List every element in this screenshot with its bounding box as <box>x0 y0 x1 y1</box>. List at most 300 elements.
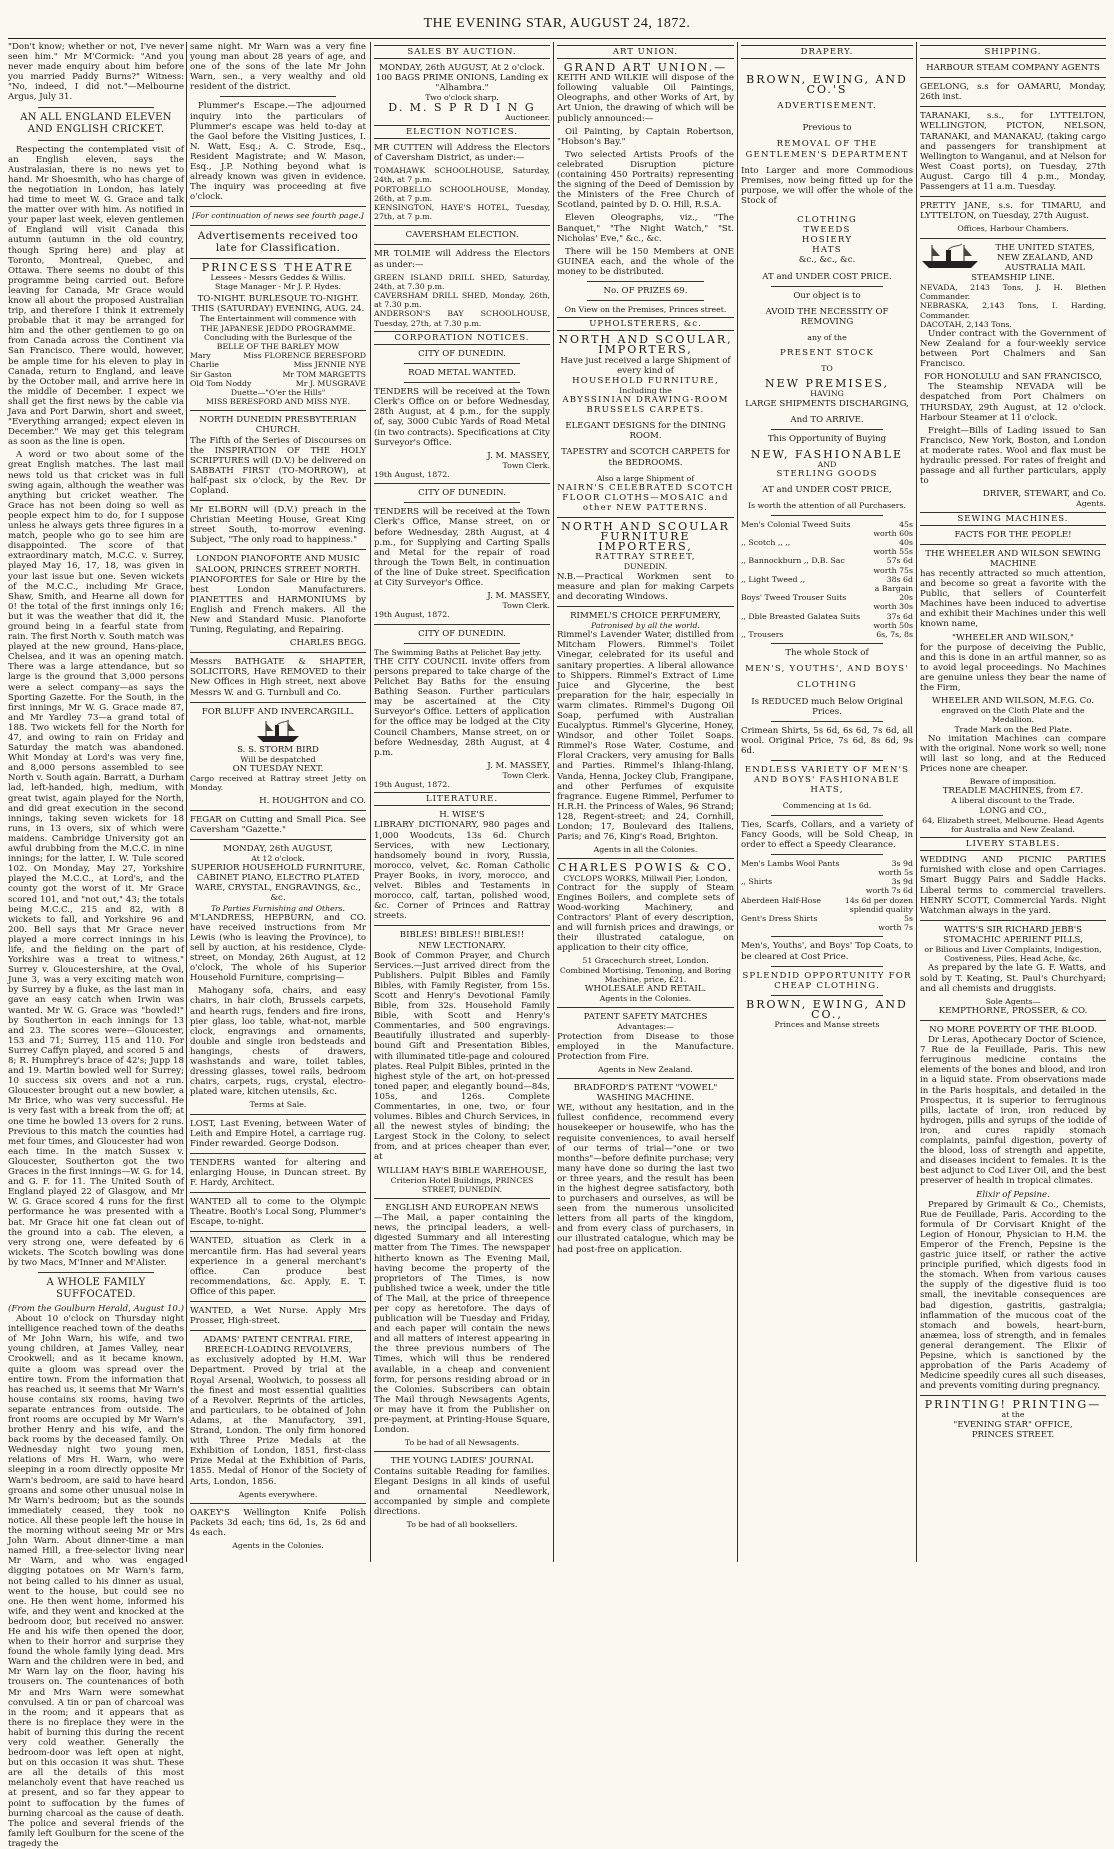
family-source: (From the Goulburn Herald, August 10.) <box>8 1303 184 1314</box>
city-heading: CITY OF DUNEDIN. <box>418 628 506 639</box>
cast-row: Charlie Miss JENNIE NYE <box>190 360 366 370</box>
new-premises-line: NEW PREMISES, <box>765 377 889 391</box>
town-clerk-title: Town Clerk. <box>502 460 550 470</box>
divider <box>190 1330 366 1331</box>
endless-line: ENDLESS VARIETY OF MEN'S AND BOYS' FASHIONABLE HATS, <box>744 765 910 796</box>
wheeler-notice: has recently attracted so much attention, and become so great a favorite with the Public, that sellers of Counterfeit Machines have been induced to advertise and exhibit their Machines under this well known name, <box>920 568 1106 630</box>
plummer-paragraph: Plummer's Escape.—The adjourned inquiry into the particulars of Plummer's escape was held to-day at the Gaol before the Visiting Justices, I. N. Watt, Esq.; A. C. Strode, Esq., Resident Magistrate; and W. Mason, Esq., J.P. Nothing beyond what is already known was given in evidence. The inquiry was proceeding at five o'clock. <box>190 101 366 203</box>
price-list <box>741 520 913 640</box>
ladies-heading: THE YOUNG LADIES' JOURNAL <box>390 1456 534 1467</box>
north-scoular-heading: NORTH AND SCOULAR, <box>558 333 733 347</box>
jebb-heading: WATTS'S SIR RICHARD JEBB'S STOMACHIC APERIENT PILLS, <box>943 924 1083 945</box>
divider <box>38 140 154 141</box>
whole-stock-line: The whole Stock of <box>785 648 869 659</box>
town-clerk-name: J. M. MASSEY, <box>487 450 550 461</box>
divider <box>920 196 1106 197</box>
lectionary-heading: NEW LECTIONARY. <box>418 940 506 951</box>
late-adverts-heading: Advertisements received too late for Classification. <box>197 229 359 254</box>
price-row: Aberdeen Half-Hose 14s 6d per dozen <box>741 895 913 905</box>
column-rule <box>737 42 738 1562</box>
stock-item: HATS <box>812 245 842 256</box>
printing-street: PRINCES STREET. <box>971 1429 1055 1440</box>
article-continuation: "Don't know; whether or not, I've never seen him." Mr M'Cormick: "And you never made enquiry about him before you married Paddy Burns?" Witness: "No, indeed, I did not."—Melbourne Argus, July 31. <box>8 42 184 103</box>
divider <box>190 652 366 653</box>
trademark-line: Trade Mark on the Bed Plate. <box>954 724 1072 734</box>
sterling-line: STERLING GOODS <box>776 469 878 480</box>
price-worth: a Bargain <box>874 584 913 594</box>
price-row: ,, Dble Breasted Galatea Suits 37s 6d <box>741 611 913 621</box>
sole-agents: Sole Agents— <box>985 996 1041 1006</box>
rattray-line: RATTRAY STREET, <box>595 552 696 563</box>
household-line: HOUSEHOLD FURNITURE, <box>572 375 719 386</box>
sewing-section-heading: SEWING MACHINES. <box>920 512 1106 526</box>
printing-heading: PRINTING! PRINTING— <box>924 1398 1102 1412</box>
printing-office: "EVENING STAR" OFFICE, <box>953 1419 1073 1430</box>
princess-lessees: Lessees - Messrs Geddes & Willis. <box>210 272 346 282</box>
powis-address: 51 Gracechurch street, London. <box>582 956 709 966</box>
matches-heading: PATENT SAFETY MATCHES <box>583 1012 708 1023</box>
bathgate-notice: Messrs BATHGATE & SHAPTER, SOLICITORS, Have REMOVED to their New Offices in High street, next above Messrs W. and G. Turnbull and Co. <box>190 657 366 698</box>
fashionable-line: NEW, FASHIONABLE <box>750 447 904 461</box>
divider <box>374 225 550 226</box>
auctioneer-label: Auctioneer. <box>505 112 550 122</box>
presbyterian-notice: The Fifth of the Series of Discourses on the INSPIRATION OF THE HOLY SCRIPTURES will (D.V.) be delivered on SABBATH FIRST (TO-MORROW), at half-past six o'clock, by the Rev. Dr Copland. <box>190 435 366 496</box>
divider <box>190 1153 366 1154</box>
divider <box>190 1301 366 1302</box>
rimmel-heading: RIMMEL'S CHOICE PERFUMERY, <box>570 610 721 621</box>
wheeler-quote: "WHEELER AND WILSON," <box>952 632 1074 643</box>
nurse-notice: WANTED, a Wet Nurse. Apply Mrs Prosser, High-street. <box>190 1306 366 1327</box>
elixir-heading: Elixir of Pepsine. <box>976 1189 1050 1200</box>
stock-item: &c., &c., &c. <box>798 255 856 266</box>
divider <box>404 502 520 503</box>
any-of-line: any of the <box>807 332 847 342</box>
divider <box>190 206 366 207</box>
bluff-cargo: Cargo received at Rattray street Jetty on Monday. <box>190 774 366 793</box>
divider <box>557 1078 734 1079</box>
lost-notice: LOST, Last Evening, between Water of Leith and Empire Hotel, a carriage rug. Finder rewarded. George Dodson. <box>190 1118 366 1149</box>
princess-theatre-title: PRINCESS THEATRE <box>201 260 355 274</box>
elborn-notice: Mr ELBORN will (D.V.) preach in the Christian Meeting House, Great King street South, to-morrow evening. Subject, "The only road to happiness." <box>190 505 366 546</box>
honolulu-line: FOR HONOLULU and SAN FRANCISCO, <box>923 372 1103 383</box>
notice-date: 19th August, 1872. <box>374 780 450 790</box>
taranaki-notice: TARANAKI, s.s., for LYTTELTON, WELLINGTON, PICTON, NELSON, TARANAKI, and MANAKAU, (taking cargo and passengers for transhipment at Wellington to Wanganui, and at Nelson for West Coast ports), on Tuesday, 27th August. Cargo till 4 p.m., Monday, Passengers at 11 a.m. Tuesday. <box>920 111 1106 193</box>
divider <box>557 606 734 607</box>
vowel-notice: WE, without any hesitation, and in the fullest confidence, recommend every housekeeper or housewife, who has the requisite conveniences, to avail herself of our terms of trial—"one or two months"—before definite purchase; very many have done so during the last two or three years, and the result has been in the highest degree satisfactory, both to purchasers and ourselves, as will be seen from the numerous unsolicited letters from all parts of the kingdom, and from every class of purchasers, in our illustrated catalogue, which may be had post-free on application. <box>557 1103 734 1255</box>
divider <box>920 920 1106 921</box>
sale-date: MONDAY, 26th AUGUST, <box>223 843 333 854</box>
cricket-paragraph: A word or two about some of the great English matches. The last mail news told us that cricket was in full swing again, although the weather was anything but cricket weather. The Grace has not been doing so well as people expect him to do, for I suppose unless he always gets three figures in a match, people who go to see him are disappointed. The score of that extraordinary match, M.C.C. v. Surrey, played May 16, 17, 18, was given in your last issue but one. Seven wickets of the M.C.C., including Mr Grace, Shaw, Smith, and Hearne all down for 0! the total of the first innings only 16; but it was the weather that did it, the ground being in a fearful state from rain. The first North v. South match was played at the new ground, Hans-place, Chelsea, and it was an opening match. There was a large attendance, but so large is the ground that 3,000 persons were a select company—as says the Sporting Gazette. For the South, in the first innings, Mr W. G. Grace made 87, and Mr Yardley 73—a grand total of 188. Two wickets fell for the North for 47, and owing to rain on Friday and Saturday the match was abandoned. Whit Monday at Lord's was very fine, and 8,000 persons assembled to see North v. South again. Barratt, a Durham lad, left-handed, high, medium, with great twist, again played for the North, and did great execution in the second innings, taking seven wickets for 18 runs, in 13 overs, six of which were maidens. Cambridge University got an awful drubbing from the M.C.C. in nine innings; for the latter, I. W. Tule scored 102. On Monday, May 27, Yorkshire played the M.C.C., at Lord's, and the county got the worst of it. Mr Grace scored 101, and "not out," 43; the totals being M.C.C., 215 and 82, with 8 wickets to fall, and Yorkshire 96 and 200. Bell says that Mr Grace never played a more correct innings in his life, and the fielding on the part of Yorkshire was a treat to witness." Surrey v. Gloucestershire, at the Oval, June 3, was a very exciting match won by Surrey by a fluke, as the last man in gave an easy catch when Irwin was wanted. Mr W. G. Grace was "bowled!" by Southerton in each innings for 13 and 23. The scores were—Gloucester, 153 and 71; Surrey, 115 and 110. For Surrey Caffyn played, and scored 5 and 8; R. Humphrey's brace of 42's; Jupp 18 and 19. Martin bowled well for Surrey; 10 success six overs and not a run. Gloucester brought out a new bowler, a Mr Brice, who was very successful. He is very fast with a break from the off; at one time he bowled 13 overs for 2 runs. Previous to this match the counties had met four times, and Gloucester had won each time. In the match Sussex v. Gloucester, Southerton got the two Graces in the first innings—W. G. for 14, and G. F. for 11. The United South of England played 22 of Glasgow, and Mr W. G. Grace scored 4 runs for the first performance he was presented with a bat. Mr Grace hit one fat clean out of the ground into a cab. The eleven, a very strong one, were defeated by 6 wickets. The Scotch bowling was done by two Macs, M'Inner and M'Alister. <box>8 450 184 1268</box>
continuation-note: [For continuation of news see fourth page.] <box>192 211 364 221</box>
town-clerk-title: Town Clerk. <box>502 601 550 611</box>
ladies-notice: Contains suitable Reading for families. Elegant Designs in all kinds of useful and ornamental Needlework, accompanied by simple and complete directions. <box>374 1466 550 1517</box>
divider <box>920 544 1106 545</box>
elixir-notice: Prepared by Grimault & Co., Chemists, Rue de Feuillade, Paris. According to the formula of Dr Corvisart Knight of the Legion of Honour, Physician to H.M. the Emperor of the French, Pepsine is the gastric juice itself, or rather the active principle purified, which digests food in the stomach. When from various causes the supply of the digestive fluid is too small, the inevitable consequences are bad digestion, gastritis, gastralgia; inflammation of the mucous coat of the stomach and bowels, heart-burn, anæmea, loss of strength, and in females general derangement. The Elixir of Pepsine, which is sanctioned by the approbation of the Paris Academy of Medicine speedily cures all such diseases, and prevents vomiting during pregnancy. <box>920 1199 1106 1392</box>
matches-notice: Protection from Disease to those employed in the Manufacture. Protection from Fire. <box>557 1031 734 1062</box>
including-line: Including the <box>619 385 672 395</box>
engraved-line: engraved on the Cloth Plate and the Medallion. <box>941 706 1085 725</box>
column-rule <box>370 42 371 1562</box>
landress-notice: M'LANDRESS, HEPBURN, and CO. have received instructions from Mr Lewis (who is leaving the Province), to sell by auction, at his residence, Clyde-street, on Monday, 26th August, at 12 o'clock, The whole of his Superior Household Furniture, comprising— <box>190 912 366 984</box>
divider <box>190 549 366 550</box>
shipment-line: Have just received a large Shipment of every kind of <box>560 355 731 376</box>
wholesale-line: WHOLESALE AND RETAIL. <box>584 983 707 994</box>
notice-date: 19th August, 1872. <box>374 470 450 480</box>
clothing-line: CLOTHING <box>797 680 857 691</box>
divider <box>557 517 734 518</box>
crimean-line: Crimean Shirts, 5s 6d, 6s 6d, 7s 6d, all wool. Original Price, 7s 6d, 8s 6d, 9s 6d. <box>741 725 913 756</box>
cricket-headline: AN ALL ENGLAND ELEVEN AND ENGLISH CRICKET. <box>20 111 172 135</box>
hay-address: Criterion Hotel Buildings, PRINCES STREET, DUNEDIN. <box>390 1175 534 1194</box>
column-3 <box>374 42 550 1562</box>
masthead: THE EVENING STAR, AUGUST 24, 1872. <box>423 16 691 31</box>
divider <box>190 500 366 501</box>
divider <box>587 300 704 301</box>
column-rule <box>916 42 917 1562</box>
treadle-line: TREADLE MACHINES, from £7. <box>942 786 1084 797</box>
princes-manse-line: Princes and Manse streets <box>774 1019 880 1029</box>
adams-title: ADAMS' PATENT CENTRAL FIRE, BREECH-LOADING REVOLVERS, <box>203 1335 353 1356</box>
divider <box>190 1231 366 1232</box>
tenders-notice: TENDERS wanted for altering and enlarging House, in Duncan street. By F. Hardy, Architect. <box>190 1157 366 1189</box>
brown-ewing-heading: BROWN, EWING, AND CO.'S <box>746 73 908 97</box>
news-heading: ENGLISH AND EUROPEAN NEWS <box>385 1203 539 1214</box>
onions-time: Two o'clock sharp. <box>425 93 499 103</box>
cast-row: Mary Miss FLORENCE BERESFORD <box>190 351 366 361</box>
column-6 <box>920 42 1106 1562</box>
driver-stewart: DRIVER, STEWART, and Co. <box>982 489 1106 500</box>
north-scoular-heading: NORTH AND SCOULAR <box>561 520 730 534</box>
piano-title: LONDON PIANOFORTE AND MUSIC SALOON, PRINCES STREET NORTH. <box>195 554 361 575</box>
dunedin-line: DUNEDIN. <box>623 562 668 572</box>
cast-row: Old Tom Noddy Mr J. MUSGRAVE <box>190 378 366 388</box>
grand-art-union: GRAND ART UNION.— <box>563 61 728 75</box>
vessel-line: NEVADA, 2143 Tons, J. H. Blethen Commander. <box>920 282 1106 302</box>
long-co: LONG and CO., <box>979 805 1047 816</box>
price-worth: worth 55s <box>873 547 913 557</box>
divider <box>920 106 1106 107</box>
divider <box>404 382 520 383</box>
city-heading: CITY OF DUNEDIN. <box>418 488 506 499</box>
divider <box>404 643 520 644</box>
cast-row: Sir Gaston Mr TOM MARGETTS <box>190 369 366 379</box>
cast-list <box>190 351 366 388</box>
divider <box>374 624 550 625</box>
column-2 <box>190 42 366 1562</box>
price-row: Men's Lambs Wool Pants 3s 9d <box>741 858 913 868</box>
column-rule <box>186 42 187 1562</box>
also-line: Also a large Shipment of <box>596 473 695 483</box>
divider <box>771 429 883 430</box>
burlesque-line: Concluding with the Burlesque of the BELLE OF THE BARLEY MOW <box>203 332 353 351</box>
masthead-rule <box>8 38 1106 39</box>
price-worth: worth 5s <box>878 868 913 877</box>
price-worth: worth 7s 6d <box>865 886 913 896</box>
sales-section-heading: SALES BY AUCTION. <box>374 45 550 59</box>
cricket-paragraph: Respecting the contemplated visit of an English eleven, says the Australasian, there is no news yet to hand. Mr Shoesmith, who has charge of the negotiation in London, has lately had time to meet W. G. Grace and talk the matter over with him. As notified in your paper last week, eleven gentlemen of England will visit Canada this autumn (autumn in the old country, though Spring here) and play at Toronto, Montreal, Quebec, and Ottawa. There seems no doubt of this programme being carried out. Before leaving for Canada, Mr Grace would know all about the proposed Australian trip, and therefore I think it extremely probable that it may be arranged for him and the other gentlemen to go on from Canada across the Continent via San Francisco. There would, however, be ample time for his eleven to play in Canada, return to England, and leave by the October mail, and arrive here in the middle of December. I expect we shall get the first news by the cable via Java and Port Darwin, short and sweet, "Everything arranged; expect eleven in December." We may get this telegram as soon as the line is open. <box>8 144 184 448</box>
opportunity-line: This Opportunity of Buying <box>767 433 887 444</box>
steamship-icon <box>920 243 980 269</box>
duette-line: Duette—"O'er the Hills" <box>230 387 326 397</box>
elegant-line: ELEGANT DESIGNS for the DINING ROOM. <box>565 421 726 442</box>
matches-advantages: Advantages:— <box>617 1022 674 1032</box>
splendid-line: SPLENDID OPPORTUNITY FOR CHEAP CLOTHING. <box>742 970 912 991</box>
abyssinian-line: ABYSSINIAN DRAWING-ROOM BRUSSELS CARPETS. <box>562 395 729 416</box>
auctioneer-name: D. M. S P R D I N G <box>388 100 536 114</box>
imitation-line: No imitation Machines can compare with the original. None work so well; none will last so long, and at the Reduced Prices none are cheaper. <box>920 733 1106 775</box>
divider <box>190 410 366 411</box>
princess-manager: Stage Manager - Mr J. P. Hydes. <box>214 281 341 291</box>
us-mail-heading: THE UNITED STATES, NEW ZEALAND, AND AUSTRALIA MAIL STEAMSHIP LINE. <box>971 242 1095 283</box>
price-list <box>741 859 913 933</box>
family-headline: A WHOLE FAMILY SUFFOCATED. <box>46 1276 146 1300</box>
having-line: HAVING <box>810 389 844 399</box>
divider <box>771 936 883 937</box>
superior-furniture: SUPERIOR HOUSEHOLD FURNITURE, CABINET PIANO, ELECTRO PLATED WARE, CRYSTAL, ENGRAVINGS, &c., &c. <box>190 863 366 904</box>
bibles-heading: BIBLES! BIBLES!! BIBLES!! <box>399 930 525 941</box>
shares-line: There will be 150 Members at ONE GUINEA each, and the whole of the money to be distributed. <box>557 246 734 277</box>
furniture-importers-heading: FURNITURE IMPORTERS, <box>598 530 693 554</box>
corporation-section-heading: CORPORATION NOTICES. <box>374 331 550 345</box>
powis-agents: Agents in the Colonies. <box>599 994 692 1004</box>
divider <box>374 1451 550 1452</box>
prizes-line: No. OF PRIZES 69. <box>603 285 688 296</box>
divider <box>587 281 704 282</box>
wheeler-notice: for the purpose of deceiving the Public, and this is done in an artful manner, so as to avoid legal proceedings. No Machines are genuine unless they bear the name of the Firm, <box>920 642 1106 694</box>
long-address: 64, Elizabeth street, Melbourne. Head Agents for Australia and New Zealand. <box>922 815 1104 834</box>
powis-notice: Contract for the supply of Steam Engines Boilers, and complete sets of Wood-working Machinery, and Contractors' Plant of every description, and will furnish prices and drawings, or their illustrated catalogue, on application to their city office, <box>557 882 734 954</box>
rimmel-agents: Agents in all the Colonies. <box>593 845 698 855</box>
divider <box>920 238 1106 239</box>
news-notice: —The Mail, a paper containing the news, the principal leaders, a well-digested Summary and all interesting matter from The Times. The newspaper hitherto known as The Evening Mail, having become the property of the proprietors of The Times, is now published twice a week, under the title of The Mail, at the price of threepence per copy as heretofore. The days of publication will be Tuesday and Friday, and each paper will contain the news and all matters of interest appearing in the three previous numbers of The Times, which will thus be rendered available, in a cheap and convenient form, for persons residing abroad or in the Colonies. Subscribers can obtain The Mail through Newsagents Agents, or may have it from the Publisher on pre-payment, at Printing-House Square, London. <box>374 1213 550 1436</box>
price-row: ,, Light Tweed ,, 38s 6d <box>741 574 913 584</box>
bibles-notice: Book of Common Prayer, and Church Services.—Just arrived direct from the Publishers. Pulpit Bibles and Family Bibles, with Family Register, from 15s. Scott and Henry's Devotional Family Bible, from 32s. Household Family Bible, with Scott and Henry's Commentaries, and 500 engravings. Beautifully illustrated and superbly-bound Gift and Presentation Bibles, with illuminated title-page and coloured plates. Real Pulpit Bibles, printed in the highest style of the art, on hot-pressed toned paper, and elegantly bound—84s, 105s, and 126s. Complete Commentaries, in one, two, or four volumes. Bibles and Church Services, in all the newest styles of binding; the Largest Stock in the Colony, to select from, and at prices cheaper than ever, at <box>374 950 550 1163</box>
matches-agents: Agents in New Zealand. <box>598 1064 693 1074</box>
brown-ewing-heading: BROWN, EWING, AND CO., <box>746 997 908 1021</box>
venue-line: CAVERSHAM DRILL SHED, Monday, 26th, at 7.30 p.m. <box>374 291 550 310</box>
arrive-line: And TO ARRIVE. <box>790 414 864 425</box>
divider <box>190 702 366 703</box>
vessel-line: NEBRASKA, 2,143 Tons, I. Harding, Commander. <box>920 301 1106 320</box>
divider <box>771 286 883 287</box>
notice-date: 19th August, 1872. <box>374 610 450 620</box>
divider <box>220 96 336 97</box>
livery-section-heading: LIVERY STABLES. <box>920 837 1106 851</box>
nairn-line: NAIRN'S CELEBRATED SCOTCH FLOOR CLOTHS—MOSAIC and other NEW PATTERNS. <box>557 482 734 513</box>
article-continuation: same night. Mr Warn was a very fine young man about 28 years of age, and one of the sons of the late Mr John Warn, sen., a very wealthy and old resident of the district. <box>190 42 366 93</box>
tender-notice: TENDERS will be received at the Town Clerk's Office, Manse street, on or before Wednesday, 28th August, at 4 p.m., for Supplying and Carting Spalls and Metal for the repair of road through the Town Belt, in continuation of the line of Duke street. Specification at City Surveyor's Office. <box>374 507 550 588</box>
bluff-day: ON TUESDAY NEXT. <box>232 764 324 775</box>
council-notice: THE CITY COUNCIL invite offers from persons prepared to take charge of the Pelichet Bay Baths for the ensuing Bathing Season. Further particulars may be ascertained at the City Surveyor's Office. Letters of application for the office may be lodged at the City Council Chambers, Manse street, on or before Wednesday, 28th August, at 4 p.m. <box>374 656 550 758</box>
rimmel-notice: Rimmel's Lavender Water, distilled from Mitcham Flowers. Rimmel's Toilet Vinegar, celebrated for its useful and sanitary properties. A liberal allowance to Shippers. Rimmel's Extract of Lime Juice and Glycerine, the best preparation for the hair, especially in warm climates. Rimmel's Dugong Oil Soap, perfumed with Australian Eucalyptus. Rimmel's Glycerine, Honey, Windsor, and other Toilet Soaps. Rimmel's Rose Water, Costume, and Floral Crackers, very amusing for Balls and Parties. Rimmel's Ihlang-Ihlang, Vanda, Henna, Jockey Club, Frangipane, and other Perfumes of exquisite fragrance. Eugene Rimmel, Perfumer to H.R.H. the Princess of Wales, 96 Strand; 128, Regent-street; and 24, Cornhill, London; 17, Boulevard des Italiens, Paris; and 76, King's Road, Brighton. <box>557 630 734 843</box>
city-heading: CITY OF DUNEDIN. <box>418 348 506 359</box>
divider <box>771 515 883 516</box>
column-rule <box>553 42 554 1562</box>
and-line: AND <box>817 460 837 470</box>
bluff-title: FOR BLUFF AND INVERCARGILL. <box>201 706 355 717</box>
divider <box>771 643 883 644</box>
poverty-notice: Dr Leras, Apothecary Doctor of Science, 7 Rue de la Feuillade, Paris. This new ferruginous medicine contains the elements of the bones and blood, and iron in a liquid state. From observations made in the Paris hospitals, and detailed in the Prospectus, it is superior to ferruginous pills, lactate of iron, iron reduced by hydrogen, pills and syrups of the iodide of iron, and cures rapidly stomach complaints, painful digestion, poverty of the blood, loss of strength and appetite, and diseases incident to females. It is the best adjunct to Cod Liver Oil, and the best preserver of health in tropical climates. <box>920 1035 1106 1187</box>
jebb-notice: or Bilious and Liver Complaints, Indigestion, Costiveness, Piles, Head Ache, &c. <box>924 945 1102 964</box>
freight-notice: Freight—Bills of Lading issued to San Francisco, New York, Boston, and London at moderate rates. Wool and flax must be hydraulic pressed. For rates of freight and passage and all further particulars, apply to <box>920 425 1106 487</box>
powis-combined: Combined Mortising, Tenoning, and Boring Machine, price, £21. <box>559 965 732 984</box>
keith-notice: KEITH AND WILKIE will dispose of the following valuable Oil Paintings, Oleographs, and other Works of Art, by Art Union, the drawing of which will be publicly announced:— <box>557 73 734 124</box>
bluff-signature: H. HOUGHTON and CO. <box>259 795 366 806</box>
bluff-despatch: Will be despatched <box>240 754 316 764</box>
price-row: ,, Scotch ,, ,, 40s <box>741 538 913 548</box>
stock-item: TWEEDS <box>803 225 851 236</box>
painting-line: Oil Painting, by Captain Robertson, "Hobson's Bay." <box>557 126 734 147</box>
fegar-notice: FEGAR on Cutting and Small Pica. See Caversham "Gazette." <box>190 814 366 835</box>
steamship-icon <box>255 719 301 743</box>
bluff-ship: S. S. STORM BIRD <box>237 744 319 755</box>
worth-line: Is worth the attention of all Purchasers. <box>748 501 906 511</box>
to-line: TO <box>821 364 833 374</box>
town-clerk-name: J. M. MASSEY, <box>487 760 550 771</box>
ladies-agents: To be had of all booksellers. <box>406 1520 518 1529</box>
wheeler-mfg: WHEELER AND WILSON, M.F.G. Co. <box>932 696 1094 707</box>
town-clerk-name: J. M. MASSEY, <box>487 591 550 602</box>
advertisement-line: ADVERTISEMENT. <box>777 101 877 112</box>
literature-section-heading: LITERATURE. <box>374 792 550 806</box>
wedding-notice: WEDDING AND PICNIC PARTIES furnished with close and open Carriages. Smart Buggy Pairs and Saddle Hacks. Liberal terms to commercial travellers. HENRY SCOTT, Commercial Yards. Night Watchman always in the yard. <box>920 855 1106 916</box>
divider <box>190 1114 366 1115</box>
piano-notice: PIANOFORTES for Sale or Hire by the best London Manufacturers. PIANETTES and HARMONIUMS by English and French makers. All the New and Standard Music. Pianoforte Tuning, Regulating, and Repairing. <box>190 574 366 636</box>
hay-heading: WILLIAM HAY'S BIBLE WAREHOUSE, <box>377 1165 547 1176</box>
powis-heading: CHARLES POWIS & CO. <box>557 861 734 875</box>
discount-line: A liberal discount to the Trade. <box>951 796 1075 806</box>
baths-line: The Swimming Baths at Pelichet Bay jetty. <box>374 647 542 657</box>
divider <box>190 258 366 259</box>
venue-line: KENSINGTON, HAYE'S HOTEL, Tuesday, 27th, at 7 p.m. <box>374 202 550 222</box>
view-line: On View on the Premises, Princes street. <box>564 305 727 315</box>
divider <box>190 839 366 840</box>
shipping-section-heading: SHIPPING. <box>920 45 1106 59</box>
upholsterers-section-heading: UPHOLSTERERS, &c. <box>557 317 734 331</box>
news-agents: To be had of all Newsagents. <box>404 1438 520 1448</box>
divider <box>771 760 883 761</box>
drapery-section-heading: DRAPERY. <box>741 45 913 59</box>
wheeler-heading: THE WHEELER AND WILSON SEWING MACHINE <box>925 548 1101 569</box>
venue-line: ANDERSON'S BAY SCHOOLHOUSE, Tuesday, 27th, at 7.30 p.m. <box>374 309 550 328</box>
tender-notice: TENDERS will be received at the Town Clerk's Office on or before Wednesday, 28th August, at 4 p.m., for the supply of, say, 3000 Cubic Yards of Road Metal (in two contracts). Specifications at City Surveyor's Office. <box>374 387 550 448</box>
divider <box>190 810 366 811</box>
offices-line: Offices, Harbour Chambers. <box>957 224 1069 234</box>
adams-notice: as exclusively adopted by H.M. War Department. Proved by trial at the Royal Arsenal, Woolwich, to possess all the finest and most essential qualities of a Revolver. Reprints of the articles, and particulars, to be obtained of John Adams, at the Manufactory, 391, Strand, London. The only firm honored with Three Prize Medals at the Exhibition of London, 1851, first-class Prize Medal at the Exhibition of Paris, 1855. Medal of Honor of the Society of Arts, London, 1856. <box>190 1355 366 1487</box>
divider <box>38 1272 154 1273</box>
column-4 <box>557 42 734 1562</box>
terms-at-sale: Terms at Sale. <box>249 1100 307 1110</box>
entertainment-line: The Entertainment will commence with THE JAPANESE JEDDO PROGRAMME. <box>199 314 357 333</box>
to-parties: To Parties Furnishing and Others. <box>211 903 345 913</box>
clerk-notice: WANTED, situation as Clerk in a mercantile firm. Has had several years experience in a general merchant's office. Can produce best recommendations, &c. Apply, E. T. Office of this paper. <box>190 1236 366 1297</box>
price-worth: worth 60s <box>873 528 913 538</box>
price-row: Men's Colonial Tweed Suits 45s <box>741 519 913 529</box>
divider <box>771 721 883 722</box>
venue-line: GREEN ISLAND DRILL SHED, Saturday, 24th, at 7.30 p.m. <box>374 272 550 291</box>
tolmie-notice: MR TOLMIE will Address the Electors as under:— <box>374 249 550 270</box>
price-row: ,, Bannockburn ,, D.B. Sac 57s 6d <box>741 556 913 566</box>
present-stock-line: PRESENT STOCK <box>780 348 874 359</box>
stock-item: CLOTHING <box>797 215 857 226</box>
divider <box>38 107 154 108</box>
piano-signature: CHARLES BEGG. <box>289 638 366 649</box>
reduced-line: Is REDUCED much Below Original Prices. <box>751 696 903 717</box>
price-row: ,, Trousers 6s, 7s, 8s <box>741 630 913 640</box>
road-metal-heading: ROAD METAL WANTED. <box>408 368 516 379</box>
caversham-heading: CAVERSHAM ELECTION. <box>405 230 519 241</box>
large-shipments-line: LARGE SHIPMENTS DISCHARGING, <box>745 398 909 409</box>
jebb-prep: As prepared by the late G. F. Watts, and sold by T. Keating, St. Paul's Churchyard; and all chemists and druggists. <box>920 963 1106 994</box>
town-clerk-title: Town Clerk. <box>502 770 550 780</box>
price-row: Boys' Tweed Trouser Suits 20s <box>741 593 913 603</box>
under-cost-line: AT and UNDER COST PRICE, <box>762 485 892 496</box>
price-worth: worth 30s <box>873 602 913 612</box>
divider <box>771 966 883 967</box>
onions-line: 100 BAGS PRIME ONIONS, Landing ex "Alhambra." <box>375 73 549 94</box>
venue-line: PORTOBELLO SCHOOLHOUSE, Monday, 26th, at 7 p.m. <box>374 184 550 203</box>
price-row: ,, Shirts 3s 9d <box>741 877 913 887</box>
divider <box>920 77 1106 78</box>
commencing-line: Commencing at 1s 6d. <box>782 801 872 811</box>
divider <box>920 1395 1106 1396</box>
sale-time: At 12 o'clock. <box>251 853 305 863</box>
mens-line: MEN'S, YOUTHS', AND BOYS' <box>745 664 909 675</box>
furniture-list: Mahogany sofa, chairs, and easy chairs, in hair cloth, Brussels carpets, and hearth rugs, fenders and fire irons, pier glass, loo table, what-not, marble clock, engravings and ornaments, double and single iron bedsteads and hangings, chests of drawers, washstands and ware, toilet tables, dressing glasses, towel rails, bedroom chairs, carpets, rugs, crystal, electro-plated ware, kitchen utensils, &c. <box>190 986 366 1098</box>
under-cost-line: AT and UNDER COST PRICE. <box>762 271 892 282</box>
facts-line: FACTS FOR THE PEOPLE! <box>954 529 1072 540</box>
vowel-heading: BRADFORD'S PATENT "VOWEL" WASHING MACHINE. <box>573 1083 718 1104</box>
avoid-line: AVOID THE NECESSITY OF REMOVING <box>765 306 889 327</box>
printing-at: at the <box>1001 1410 1025 1420</box>
divider <box>190 225 366 226</box>
beware-line: Beware of imposition. <box>969 777 1057 787</box>
agents-line: Agents. <box>1076 499 1106 509</box>
divider <box>771 854 883 855</box>
powis-works: CYCLOPS WORKS, Millwall Pier, London, <box>563 873 728 883</box>
removal-line: REMOVAL OF THE GENTLEMEN'S DEPARTMENT <box>745 139 909 160</box>
stock-item: HOSIERY <box>801 235 853 246</box>
divider <box>557 1007 734 1008</box>
sale-date: MONDAY, 26th AUGUST, At 2 o'clock. <box>379 63 545 74</box>
contract-line: Under contract with the Government of New Zealand for a four-weekly service between Port Chalmers and San Francisco. <box>920 328 1106 370</box>
divider <box>557 858 734 859</box>
vessel-line: DACOTAH, 2,143 Tons. <box>920 319 1012 329</box>
cutten-notice: MR CUTTEN will Address the Electors of Caversham District, as under:— <box>374 142 550 164</box>
presbyterian-title: NORTH DUNEDIN PRESBYTERIAN CHURCH. <box>199 415 357 436</box>
divider <box>771 815 883 816</box>
poverty-heading: NO MORE POVERTY OF THE BLOOD. <box>929 1025 1097 1036</box>
topcoats-line: Men's, Youths', and Boys' Top Coats, to be cleared at Cost Price. <box>741 941 913 962</box>
tonight-line: TO-NIGHT. BURLESQUE TO-NIGHT. <box>197 294 359 305</box>
column-5 <box>741 42 913 1562</box>
adams-agents: Agents everywhere. <box>238 1489 318 1499</box>
kempthorne-line: KEMPTHORNE, PROSSER, & CO. <box>938 1005 1088 1016</box>
ties-line: Ties, Scarfs, Collars, and a variety of Fancy Goods, will be Sold Cheap, in order to effect a Speedy Clearance. <box>741 819 913 850</box>
nevada-notice: The Steamship NEVADA will be despatched from Port Chalmers on THURSDAY, 29th August, at 12 o'clock. Harbour Steamer at 11 o'clock. <box>920 382 1106 423</box>
divider <box>190 1503 366 1504</box>
geelong-notice: GEELONG, s.s for OAMARU, Monday, 26th inst. <box>920 82 1106 103</box>
family-paragraph: About 10 o'clock on Thursday night intelligence reached town of the deaths of Mr John Warn, his wife, and two young children, at James Valley, near Crookwell; and as it became known, quite a gloom was spread over the entire town. From the information that has reached us, it seems that Mr Warn's house contains six rooms, having two separate entrances from outside. The front rooms are occupied by Mr Warn's brother Henry and his wife, and the back rooms by the deceased family. On Wednesday night two young men, relations of Mrs H. Warn, who were sleeping in a room directly opposite Mr Warn's bedroom, are said to have heard groans and some other unusual noise in Mr Warn's bedroom; but as the sounds immediately ceased, they took no notice. All these people left the house in the morning without seeing Mr or Mrs John Warn. About dinner-time a man named Hill, a free-selector living near Mr Warn, and who was engaged digging potatoes on Mr Warn's farm, not being called to his dinner as usual, went to the house, but could see no one. He then went home, informed his wife, and they went and knocked at the bedroom door, but received no answer. He and his wife then opened the door, when to their horror and surprise they found the whole family lying dead. Mrs Warn and the children were in bed, and Mr Warn lay on the floor, having his trousers on. The countenances of both Mr and Mrs Warn were somewhat convulsed. A tin or pan of charcoal was in the room; and it appears that as there is no fireplace they were in the habit of burning this during the recent very cold weather. Generally the bedroom-door was left open at night, but on this occasion it was shut. These are all the details of this most melancholy event that have reached us at present, and so far they appear to point to suffocation by the fumes of burning charcoal as the cause of death. The police and several friends of the family left Goulburn for the scene of the tragedy the <box>8 1314 184 1849</box>
price-worth: worth 75s <box>873 565 913 575</box>
object-line: Our object is to <box>793 290 861 301</box>
tapestry-line: TAPESTRY and SCOTCH CARPETS for the BEDROOMS. <box>561 447 730 468</box>
divider <box>190 1192 366 1193</box>
proofs-line: Two selected Artists Proofs of the celebrated Disruption picture (containing 450 Portraits) representing the signing of the Deed of Demission by the Ministers of the Free Church of Scotland, painted by D. O. Hill, R.S.A. <box>557 149 734 211</box>
column-1 <box>8 42 184 1849</box>
pretty-jane-notice: PRETTY JANE, s.s. for TIMARU, and LYTTELTON, on Tuesday, 27th August. <box>920 201 1106 222</box>
divider <box>374 483 550 484</box>
